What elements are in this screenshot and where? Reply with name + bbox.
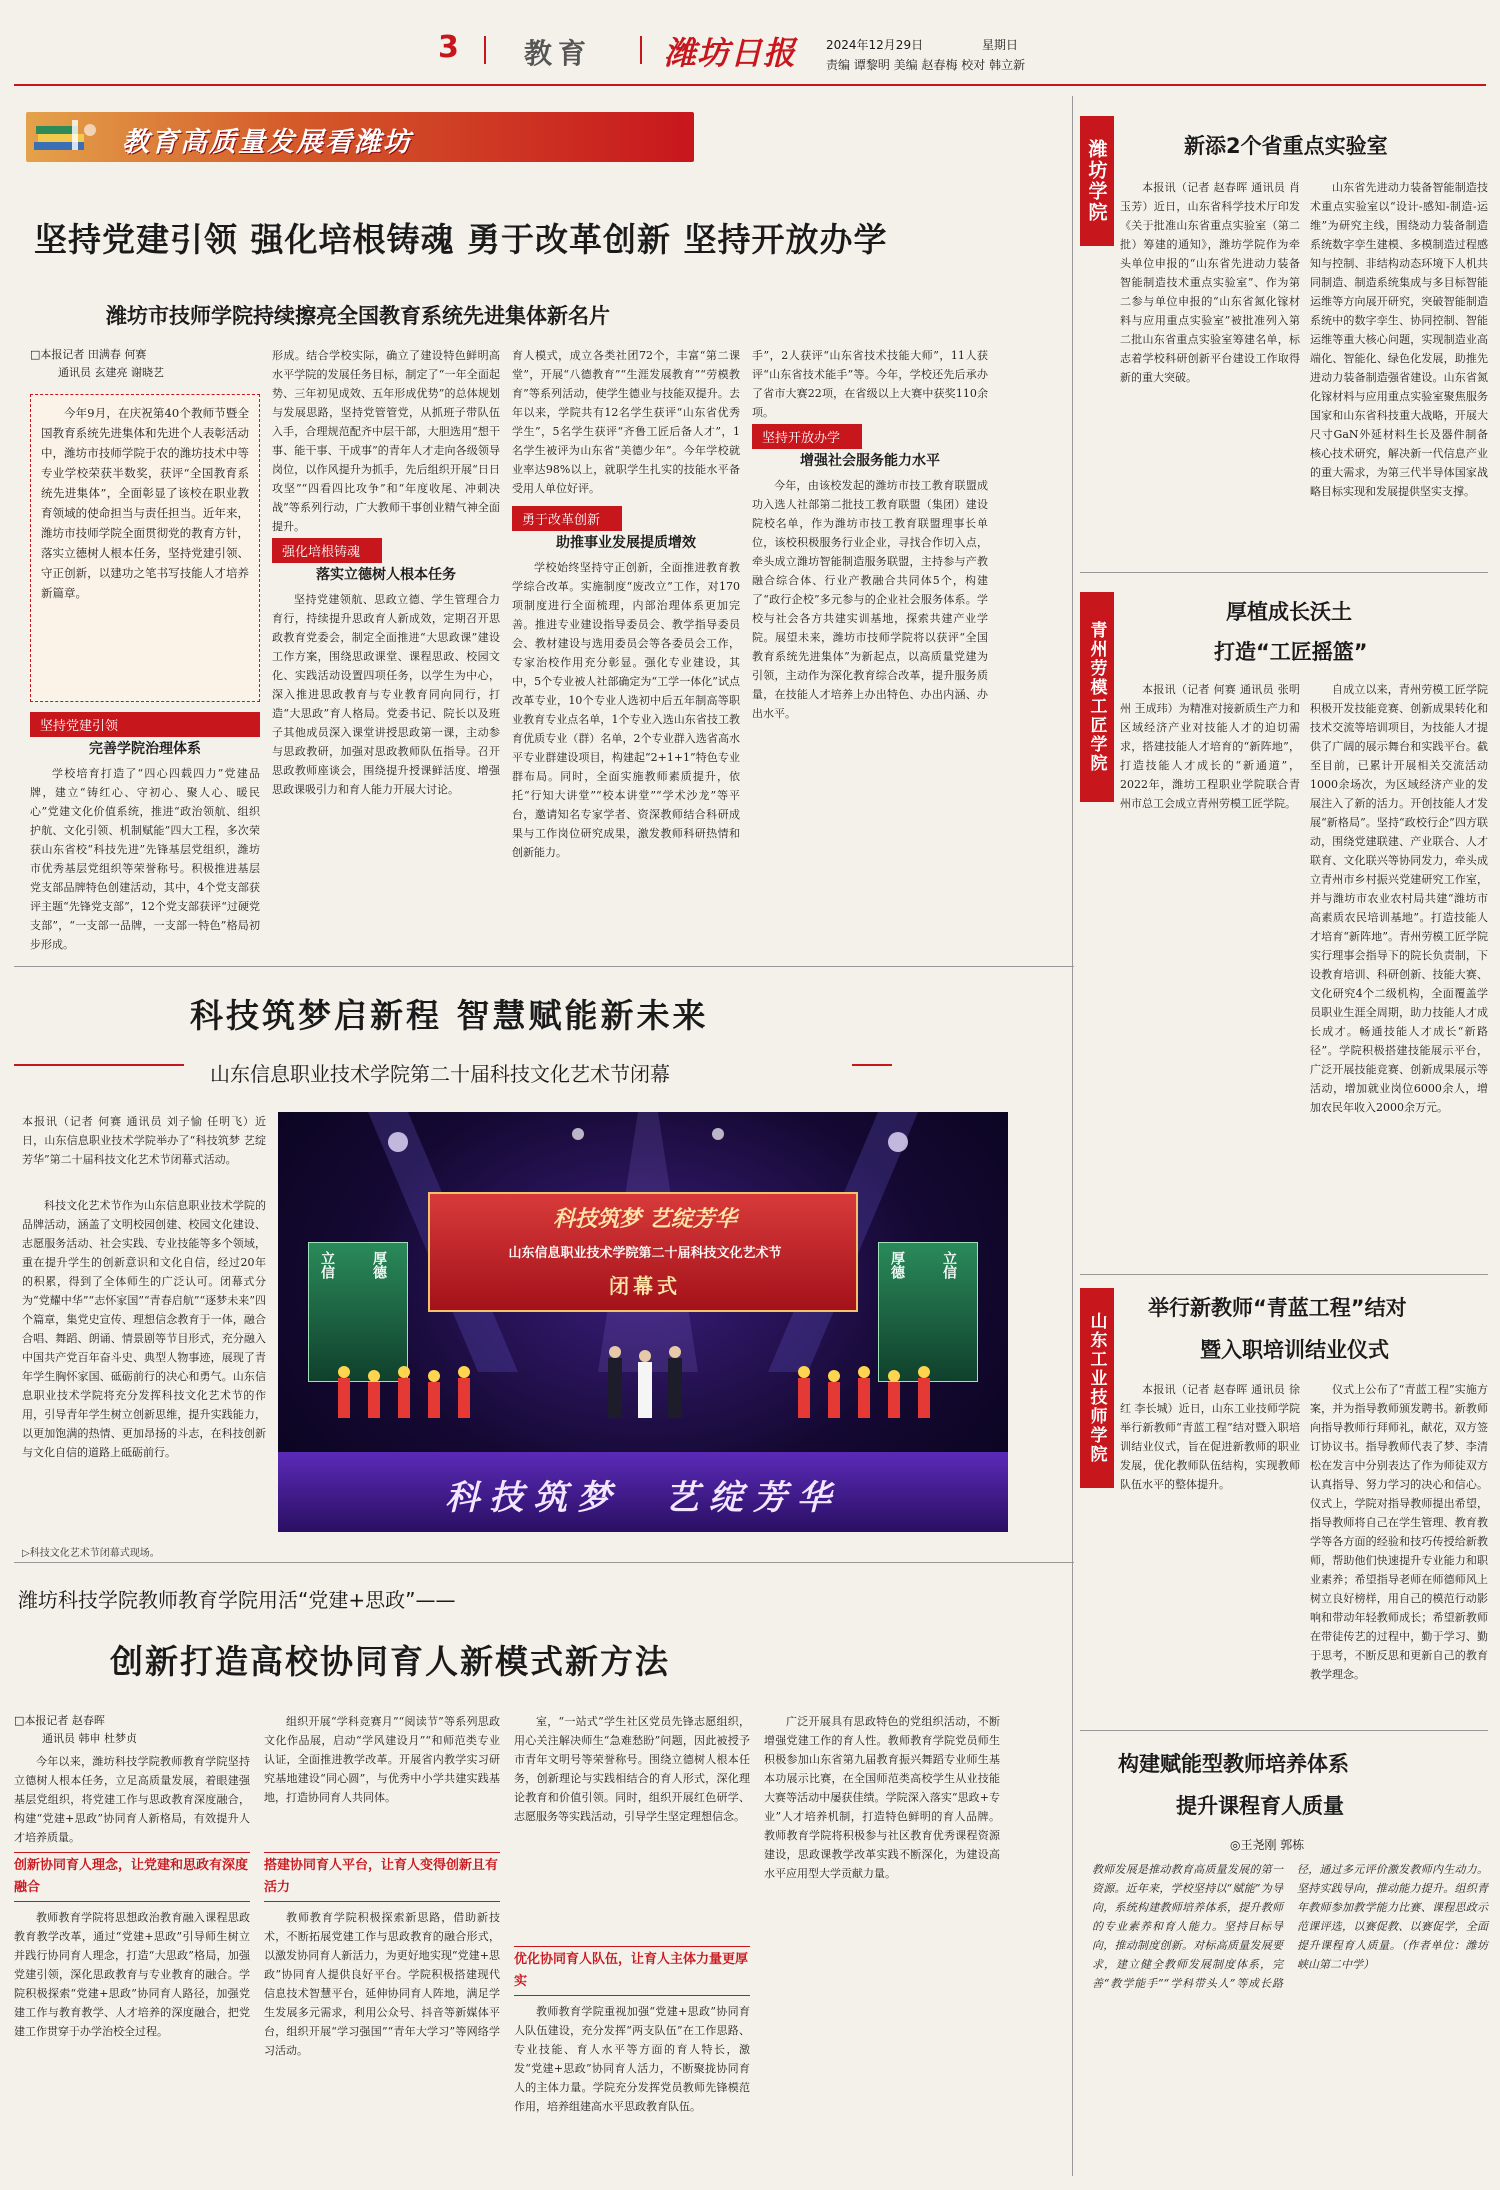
article1-byline: [30, 346, 260, 382]
article1-col1: 学校培育打造了“四心四载四力”党建品牌，建立“铸红心、守初心、聚人心、暖民心”党建文化价值系统，推进“政治领航、组织护航、文化引领、机制赋能”四大工程，多次荣获山东省校“科技先进”先锋基层党组织，潍坊市优秀基层党组织等荣誉称号。积极推进基层党支部品牌特色创建活动，其中，4个党支部获评主题“先锋党支部”，12个党支部获评“过硬党支部”，“一支部一品牌，一支部一特色”格局初步形成。: [30, 767, 260, 951]
article3-col3: 室，“一站式”学生社区党员先锋志愿组织，用心关注解决师生“急难愁盼”问题，因此被授予市青年文明号等荣誉称号。围绕立德树人根本任务，创新理论与实践相结合的育人形式，深化理论教育和价值引领。同时，组织开展红色研学、志愿服务等实践活动，引导学生坚定理想信念。: [514, 1715, 750, 1823]
stage-subtitle: 闭幕式: [609, 1274, 681, 1298]
header-rule: [14, 84, 1486, 86]
article3-lead: 今年以来，潍坊科技学院教师教育学院坚持立德树人根本任务，立足高质量发展，着眼建强基层党组织，将党建工作与思政教育深度融合，构建“党建+思政”协同育人新格局，有效提升人才培养质量。: [14, 1755, 250, 1844]
article3-section2: 搭建协同育人平台，让育人变得创新且有活力: [264, 1852, 500, 1902]
banner-title: 教育高质量发展看潍坊: [122, 127, 412, 158]
banner: [26, 112, 694, 162]
right-bottom1-text: 仪式上公布了“青蓝工程”实施方案，并为指导教师颁发聘书。新教师向指导教师行拜师礼，献花，双方签订协议书。指导教师代表了梦、李清松在发言中分别表达了作为师徒双方认真指导、努力学习的决心和信心。仪式上，学院对指导教师提出希望，指导教师将自己在学生管理、教育教学等各方面的经验和技巧传授给新教师，帮助他们快速提升专业能力和职业素养；希望指导老师在师德师风上树立良好榜样，用自己的模范行动影响和带动年轻教师成长；希望新教师在带徒传艺的过程中，勤于学习、勤于思考，不断反思和更新自己的教育教学理念。: [1310, 1383, 1488, 1681]
article3-col2b: 教师教育学院积极探索新思路，借助新技术，不断拓展党建工作与思政教育的融合形式，以激发协同育人新活力，为更好地实现“党建+思政”协同育人提供良好平台。学院积极搭建现代信息技术智慧平台，延伸协同育人阵地，满足学生发展多元需求，利用公众号、抖音等新媒体平台，组织开展“学习强国”“青年大学习”等网络学习活动。: [264, 1911, 500, 2057]
article1-col3: 育人模式，成立各类社团72个，丰富“第二课堂”，开展“八德教育”“生涯发展教育”“劳模教育”等系列活动，使学生德业与技能双提升。去年以来，学院共有12名学生获评“山东省优秀学生”，5名学生获评“齐鲁工匠后备人才”，1名学生被评为山东省“美德少年”。今年学校就业率达98%以上，就职学生扎实的技能水平备受用人单位好评。: [512, 349, 740, 495]
right-bottom1-headline-2: 暨入职培训结业仪式: [1200, 1338, 1389, 1362]
article1-subheadline: 潍坊市技师学院持续擦亮全国教育系统先进集体新名片: [106, 304, 610, 328]
article3-byline-2: 通讯员 韩申 杜梦贞: [42, 1732, 137, 1745]
article1-section4-title: 增强社会服务能力水平: [800, 453, 940, 469]
right-mid-byline: 本报讯（记者 何赛 通讯员 张明州 王成玮）为精准对接新质生产力和区域经济产业对技能人才的迫切需求，搭建技能人才培育的“新阵地”，打造技能人才成长的“新通道”，2022年，潍坊工程职业学院联合青州市总工会成立青州劳模工匠学院。: [1120, 683, 1300, 810]
article3-col1: 教师教育学院将思想政治教育融入课程思政教育教学改革，通过“党建+思政”引导师生树立并践行协同育人理念，打造“大思政”格局，加强党建引领，深化思政教育与专业教育的融合。学院积极探索“党建+思政”协同育人路径，加强党建工作与教育教学、人才培养的深度融合，把党建工作贯穿于办学治校全过程。: [14, 1911, 250, 2038]
article2-byline: 本报讯（记者 何赛 通讯员 刘子愉 任明飞）近日，山东信息职业技术学院举办了“科技筑梦 艺绽芳华”第二十届科技文化艺术节闭幕式活动。: [22, 1115, 266, 1166]
article1-headline: 坚持党建引领 强化培根铸魂 勇于改革创新 坚持开放办学: [34, 220, 888, 259]
article3-col4: 广泛开展具有思政特色的党组织活动，不断增强党建工作的育人性。教师教育学院党员师生积极参加山东省第九届教育振兴舞蹈专业师生基本功展示比赛，在全国师范类高校学生从业技能大赛等活动中屡获佳绩。学院深入落实“思政+专业”人才培养机制，打造特色鲜明的育人品牌。教师教育学院将积极参与社区教育优秀课程资源建设，思政课教学改革实践不断深化，为建设高水平应用型大学贡献力量。: [764, 1715, 1000, 1880]
header-divider: [484, 36, 486, 64]
page-number: 3: [438, 30, 459, 65]
paper-logo: 潍坊日报: [664, 34, 797, 72]
right-mid-tag: 青州劳模工匠学院: [1080, 592, 1114, 802]
header-divider-2: [640, 36, 642, 64]
right-top-byline: 本报讯（记者 赵春晖 通讯员 肖玉芳）近日，山东省科学技术厅印发《关于批准山东省重点实验室（第二批）筹建的通知》，潍坊学院作为牵头单位申报的“山东省先进动力装备智能制造技术重点实验室”、作为第二参与单位申报的“山东省氮化镓材料与应用重点实验室”被批准列入第二批山东省重点实验室筹建名单，标志着学校科研创新平台建设工作取得新的重大突破。: [1120, 181, 1300, 384]
stage-floor: [278, 1452, 1008, 1532]
stage-title: 山东信息职业技术学院第二十届科技文化艺术节: [508, 1246, 782, 1261]
article1-bottom-rule: [14, 966, 1074, 967]
stage-photo: [278, 1112, 1008, 1532]
article1-lead-box: [30, 394, 260, 702]
right-mid-text: 自成立以来，青州劳模工匠学院积极开发技能竞赛、创新成果转化和技术交流等培训项目，为技能人才提供了广阔的展示舞台和实践平台。截至目前，已累计开展相关交流活动1000余场次，为区域经济产业的发展注入了新的活力。开创技能人才发展“新格局”。坚持“政校行企”四方联动，围绕党建联建、产业联合、人才联育、文化联兴等协同发力，牵头成立青州市乡村振兴党建研究工作室，并与潍坊市农业农村局共建“潍坊市高素质农民培训基地”。打造技能人才培育“新阵地”。青州劳模工匠学院实行理事会指导下的院长负责制，下设教育培训、科研创新、技能大赛、文化研究4个二级机构，全面覆盖学员职业生涯全周期，助力技能人才成长成才。畅通技能人才成长“新路径”。学院积极搭建技能展示平台，广泛开展技能竞赛、创新成果展示等活动，增加就业岗位6000余人，增加农民年收入2000余万元。: [1310, 683, 1488, 1114]
article1-col4: 手”，2人获评“山东省技术技能大师”，11人获评“山东省技术能手”等。今年，学校还先后承办了省市大赛22项，在省级以上大赛中获奖110余项。: [752, 349, 988, 419]
right-bottom1-headline-1: 举行新教师“青蓝工程”结对: [1148, 1296, 1407, 1320]
article3-headline: 创新打造高校协同育人新模式新方法: [110, 1642, 670, 1681]
article2-subheadline: 山东信息职业技术学院第二十届科技文化艺术节闭幕: [210, 1062, 670, 1086]
article3-col2: 组织开展“学科竞赛月”“阅读节”等系列思政文化作品展，启动“学风建设月”“和师范类专业认证，全面推进教学改革。开展省内教学实习研究基地建设“同心圆”，与优秀中小学共建实践基地，打造协同育人共同体。: [264, 1715, 500, 1804]
article1-section1-label: 坚持党建引领: [30, 712, 260, 737]
article2-text: 科技文化艺术节作为山东信息职业技术学院的品牌活动，涵盖了文明校园创建、校园文化建设、志愿服务活动、社会实践、专业技能等多个领域，重在提升学生的创新意识和文化自信，经过20年的积累，得到了全体师生的广泛认可。闭幕式分为“党耀中华”“志怀家国”“青春启航”“逐梦未来”四个篇章，集党史宣传、理想信念教育于一体，融合合唱、舞蹈、朗诵、情景剧等节目形式，充分融入中国共产党百年奋斗史、典型人物事迹，展现了青年学生胸怀家国、砥砺前行的决心和勇气。山东信息职业技术学院将充分发挥科技文化艺术节的作用，引导青年学生树立创新思维，提升实践能力，以更加饱满的热情、更加昂扬的斗志，在科技创新与文化自信的道路上砥砺前行。: [22, 1199, 266, 1459]
stage-screen: [428, 1192, 858, 1312]
article1-byline-1: □本报记者 田满春 何赛: [30, 348, 147, 361]
article2-bottom-rule: [14, 1562, 1074, 1563]
article2-headline: 科技筑梦启新程 智慧赋能新未来: [190, 996, 709, 1035]
article3-col3b: 教师教育学院重视加强“党建+思政”协同育人队伍建设，充分发挥“两支队伍”在工作思路、专业技能、育人水平等方面的育人特长，激发“党建+思政”协同育人活力，不断聚拢协同育人的主体力量。学院充分发挥党员教师先锋模范作用，培养组建高水平思政教育队伍。: [514, 2005, 750, 2113]
article1-col2: 形成。结合学校实际，确立了建设特色鲜明高水平学院的发展任务目标，制定了“一年全面起势、三年初见成效、五年形成优势”的总体规划与发展思路，坚持党管管党，从抓班子带队伍入手，合理规范配齐中层干部，大胆选用“想干事、能干事、干成事”的青年人才走向各级领导岗位，以作风提升为抓手，先后组织开展“日日攻坚”“四看四比攻争”和“年度收尾、冲刺决战”等系列行动，广大教师干事创业精气神全面提升。: [272, 349, 500, 533]
right-mid-rule: [1080, 1274, 1488, 1275]
right-bottom1-byline: 本报讯（记者 赵春晖 通讯员 徐红 李长城）近日，山东工业技师学院举行新教师“青蓝工程”结对暨入职培训结业仪式，旨在促进新教师的职业发展，优化教师队伍结构，实现教师队伍水平的整体提升。: [1120, 1383, 1300, 1491]
article2-title-rule: [14, 1064, 184, 1066]
right-bottom2-text: 教师发展是推动教育高质量发展的第一资源。近年来，学校坚持以“赋能”为导向，系统构建教师培养体系，提升教师的专业素养和育人能力。坚持目标导向，推动制度创新。对标高质量发展要求，建立健全教师发展制度体系，完善“教学能手”“学科带头人”等成长路径，通过多元评价激发教师内生动力。坚持实践导向，推动能力提升。组织青年教师参加教学能力比赛、课程思政示范课评选，以赛促教、以赛促学，全面提升课程育人质量。（作者单位：潍坊峡山第二中学）: [1092, 1863, 1488, 1990]
right-top-text: 山东省先进动力装备智能制造技术重点实验室以“设计-感知-制造-运维”为研究主线，围绕动力装备制造系统数字孪生建模、多模制造过程感知与控制、非结构动态环境下人机共同制造、制造系统集成与多目标智能运维等方向展开研究，突破智能制造系统中的数字孪生、协同控制、智能运维等重大核心问题，实现制造业高端化、智能化、绿色化发展，助推先进动力装备制造强省建设。山东省氮化镓材料与应用重点实验室聚焦服务国家和山东省科技重大战略，开展大尺寸GaN外延材料生长及器件制备核心技术研究，解决新一代信息产业的重大需求，为第三代半导体国家战略目标实现和发展提供坚实支撑。: [1310, 181, 1488, 498]
pillar-left-text: 立信: [319, 1251, 335, 1279]
page-header: [0, 0, 1500, 72]
article3-section3: 优化协同育人队伍，让育人主体力量更厚实: [514, 1946, 750, 1996]
article2-title-rule-right: [852, 1064, 892, 1066]
editors-line: 责编 谭黎明 美编 赵春梅 校对 韩立新: [826, 58, 1026, 72]
article3-section1: 创新协同育人理念，让党建和思政有深度融合: [14, 1852, 250, 1902]
article1-col2b: 坚持党建领航、思政立德、学生管理合力育行，持续提升思政育人新成效，定期召开思政教育党委会，制定全面推进“大思政课”建设工作方案，围绕思政课堂、课程思政、校园文化、实践活动设置四项任务，以学生为中心，深入推进思政教育与专业教育同向同行，打造“大思政”育人格局。党委书记、院长以及班子其他成员深入课堂讲授思政第一课，主动参与思政教研，加强对思政教师队伍指导。召开思政教师座谈会，围绕提升授课鲜活度、增强思政课吸引力和育人能力开展大讨论。: [272, 593, 500, 796]
article1-section3-title: 助推事业发展提质增效: [556, 535, 696, 551]
article1-col3b: 学校始终坚持守正创新，全面推进教育教学综合改革。实施制度“废改立”工作，对170项制度进行全面梳理，内部治理体系更加完善。推进专业建设指导委员会、教学指导委员会、教材建设与选用委员会等各委员会工作，专家治校作用充分彰显。强化专业建设，其中，5个专业被人社部确定为“工学一体化”试点改革专业，10个专业人选初中后五年制高等职业教育专业点名单，1个专业入选山东省技工教育优质专业（群）名单，2个专业群入选省高水平专业群建设项目，构建起“2+1+1”特色专业群布局。同时，全面实施教师素质提升，依托“行知大讲堂”“校本讲堂”“学术沙龙”等平台，邀请知名专家学者、资深教师结合科研成果与工作岗位研究成果，激发教师科研热情和创新能力。: [512, 561, 740, 859]
right-bottom2-byline: ◎王尧刚 郭栋: [1230, 1838, 1305, 1852]
article1-byline-2: 通讯员 玄建亮 谢晓艺: [58, 366, 164, 379]
stage-slogan: 科技筑梦 艺绽芳华: [553, 1206, 737, 1232]
pillar-right-text: 厚德: [889, 1251, 905, 1279]
article1-lead: 今年9月，在庆祝第40个教师节暨全国教育系统先进集体和先进个人表彰活动中，潍坊市技师学院于农的潍坊技术中等专业学校荣获半数奖，获评“全国教育系统先进集体”，全面彰显了该校在职业教育领域的使命担当与责任担当。近年来，潍坊市技师学院全面贯彻党的教育方针，落实立德树人根本任务，坚持党建引领、守正创新，以建功之笔书写技能人才培养新篇章。: [41, 406, 249, 600]
article3-kicker: 潍坊科技学院教师教育学院用活“党建+思政”——: [18, 1588, 456, 1612]
pillar-left-text-2: 厚德: [371, 1251, 387, 1279]
right-top-tag: 潍坊学院: [1080, 116, 1114, 246]
right-mid-headline-2: 打造“工匠摇篮”: [1214, 640, 1368, 664]
article1-col4b: 今年，由该校发起的潍坊市技工教育联盟成功入选人社部第二批技工教育联盟（集团）建设院校名单，作为潍坊市技工教育联盟理事长单位，该校积极服务行业企业，寻找合作切入点，牵头成立潍坊智能制造服务联盟，主持参与产教融合综合体、行业产教融合共同体5个，构建了“政行企校”多元参与的企业社会服务体系。学校与社会各方共建实训基地，探索共建产业学院。展望未来，潍坊市技师学院将以获评“全国教育系统先进集体”为新起点，以高质量党建为引领，主动作为深化教育综合改革，提升服务质量，在技能人才培养上办出特色、办出内涵、办出水平。: [752, 479, 988, 720]
article1-section4-label: 坚持开放办学: [752, 424, 862, 449]
right-column-divider: [1072, 96, 1073, 2176]
right-top-headline: 新添2个省重点实验室: [1184, 134, 1388, 158]
article1-section1-title: 完善学院治理体系: [89, 741, 201, 757]
article3-byline: [14, 1712, 244, 1748]
article2-photo-caption: ▷科技文化艺术节闭幕式现场。: [22, 1548, 160, 1559]
pillar-right-text-2: 立信: [941, 1251, 957, 1279]
issue-weekday: 星期日: [982, 38, 1019, 52]
stage-floor-slogan: 科技筑梦 艺绽芳华: [445, 1478, 841, 1518]
right-bottom2-headline-2: 提升课程育人质量: [1176, 1794, 1344, 1818]
right-bottom2-headline-1: 构建赋能型教师培养体系: [1118, 1752, 1349, 1776]
article3-byline-1: □本报记者 赵春晖: [14, 1714, 105, 1727]
issue-date: 2024年12月29日: [826, 38, 924, 52]
section-name: 教育: [524, 37, 593, 70]
right-bottom1-tag: 山东工业技师学院: [1080, 1288, 1114, 1488]
article1-section2-label: 强化培根铸魂: [272, 538, 382, 563]
article1-section3-label: 勇于改革创新: [512, 506, 622, 531]
right-top-rule: [1080, 572, 1488, 573]
books-icon: [32, 118, 100, 158]
right-bottom1-rule: [1080, 1730, 1488, 1731]
right-mid-headline-1: 厚植成长沃土: [1226, 600, 1352, 624]
performers: [278, 1348, 1008, 1448]
article1-section2-title: 落实立德树人根本任务: [316, 567, 456, 583]
